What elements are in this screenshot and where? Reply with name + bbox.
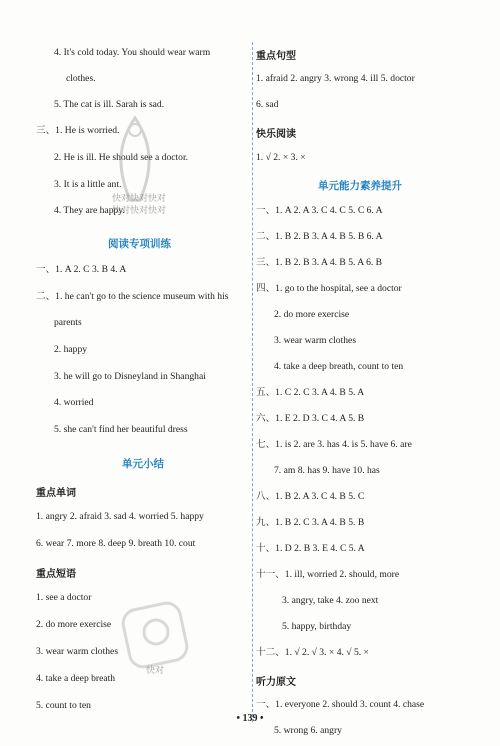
answer-line: 十一、1. ill, worried 2. should, more bbox=[256, 569, 400, 580]
answer-line: 十二、1. √ 2. √ 3. × 4. √ 5. × bbox=[256, 647, 369, 658]
answer-line: 3. he will go to Disneyland in Shanghai bbox=[54, 371, 206, 382]
answer-line: 4. It's cold today. You should wear warm bbox=[54, 47, 211, 58]
heading-key-phrases: 重点短语 bbox=[36, 569, 76, 580]
section-title-unit-summary: 单元小结 bbox=[122, 458, 164, 470]
answer-line: 三、1. B 2. B 3. A 4. B 5. A 6. B bbox=[256, 257, 383, 268]
answer-line: parents bbox=[54, 317, 82, 328]
answer-line: 5. count to ten bbox=[36, 700, 91, 711]
answer-line: 3. It is a little ant. bbox=[54, 179, 122, 190]
answer-line: 七、1. is 2. are 3. has 4. is 5. have 6. are bbox=[256, 439, 412, 450]
answer-line: 1. √ 2. × 3. × bbox=[256, 152, 306, 163]
heading-key-words: 重点单词 bbox=[36, 488, 76, 499]
answer-line: 5. The cat is ill. Sarah is sad. bbox=[54, 99, 165, 110]
answer-line: 二、1. he can't go to the science museum with his bbox=[36, 291, 229, 302]
answer-line: 3. angry, take 4. zoo next bbox=[282, 595, 379, 606]
answer-line: 4. They are happy. bbox=[54, 205, 125, 216]
answer-line: 3. wear warm clothes bbox=[36, 646, 119, 657]
answer-line: 4. take a deep breath bbox=[36, 673, 116, 684]
answer-line: 二、1. B 2. B 3. A 4. B 5. B 6. A bbox=[256, 231, 383, 242]
section-title-ability-improvement: 单元能力素养提升 bbox=[318, 180, 402, 192]
answer-line: 4. take a deep breath, count to ten bbox=[274, 361, 404, 372]
answer-line: 三、1. He is worried. bbox=[36, 125, 120, 136]
watermark-text-1: 快对快对快对 bbox=[112, 194, 167, 204]
answer-line: 6. sad bbox=[256, 99, 279, 110]
answer-line: 5. happy, birthday bbox=[282, 621, 352, 632]
answer-line: 7. am 8. has 9. have 10. has bbox=[274, 465, 380, 476]
page-number: • 139 • bbox=[236, 713, 264, 724]
answer-line: 5. she can't find her beautiful dress bbox=[54, 424, 188, 435]
column-divider bbox=[252, 42, 253, 722]
answer-line: 六、1. E 2. D 3. C 4. A 5. B bbox=[256, 413, 365, 424]
answer-line: 5. wrong 6. angry bbox=[274, 725, 342, 736]
answer-line: 4. worried bbox=[54, 397, 94, 408]
answer-line: 1. see a doctor bbox=[36, 592, 92, 603]
watermark-text-2: 快对快对快对 bbox=[112, 206, 167, 216]
answer-line: 6. wear 7. more 8. deep 9. breath 10. cout bbox=[36, 538, 196, 549]
section-title-reading-training: 阅读专项训练 bbox=[108, 238, 171, 250]
answer-line: 五、1. C 2. C 3. A 4. B 5. A bbox=[256, 387, 365, 398]
answer-line: 2. happy bbox=[54, 344, 88, 355]
answer-line: 四、1. go to the hospital, see a doctor bbox=[256, 283, 402, 294]
watermark-text-3: 快对 bbox=[146, 666, 165, 676]
answer-line: 2. do more exercise bbox=[274, 309, 350, 320]
heading-key-sentences: 重点句型 bbox=[256, 51, 296, 62]
answer-line: clothes. bbox=[66, 73, 96, 84]
answer-line: 一、1. A 2. A 3. C 4. C 5. C 6. A bbox=[256, 205, 383, 216]
answer-line: 八、1. B 2. A 3. C 4. B 5. C bbox=[256, 491, 365, 502]
answer-line: 2. do more exercise bbox=[36, 619, 112, 630]
answer-line: 一、1. A 2. C 3. B 4. A bbox=[36, 264, 127, 275]
answer-line: 2. He is ill. He should see a doctor. bbox=[54, 152, 189, 163]
answer-line: 1. afraid 2. angry 3. wrong 4. ill 5. doctor bbox=[256, 73, 415, 84]
answer-line: 3. wear warm clothes bbox=[274, 335, 357, 346]
answer-line: 九、1. B 2. C 3. A 4. B 5. B bbox=[256, 517, 365, 528]
answer-line: 十、1. D 2. B 3. E 4. C 5. A bbox=[256, 543, 365, 554]
answer-line: 一、1. everyone 2. should 3. count 4. chase bbox=[256, 699, 425, 710]
heading-listening-script: 听力原文 bbox=[256, 677, 296, 688]
heading-happy-reading: 快乐阅读 bbox=[256, 129, 296, 140]
answer-line: 1. angry 2. afraid 3. sad 4. worried 5. happy bbox=[36, 511, 204, 522]
